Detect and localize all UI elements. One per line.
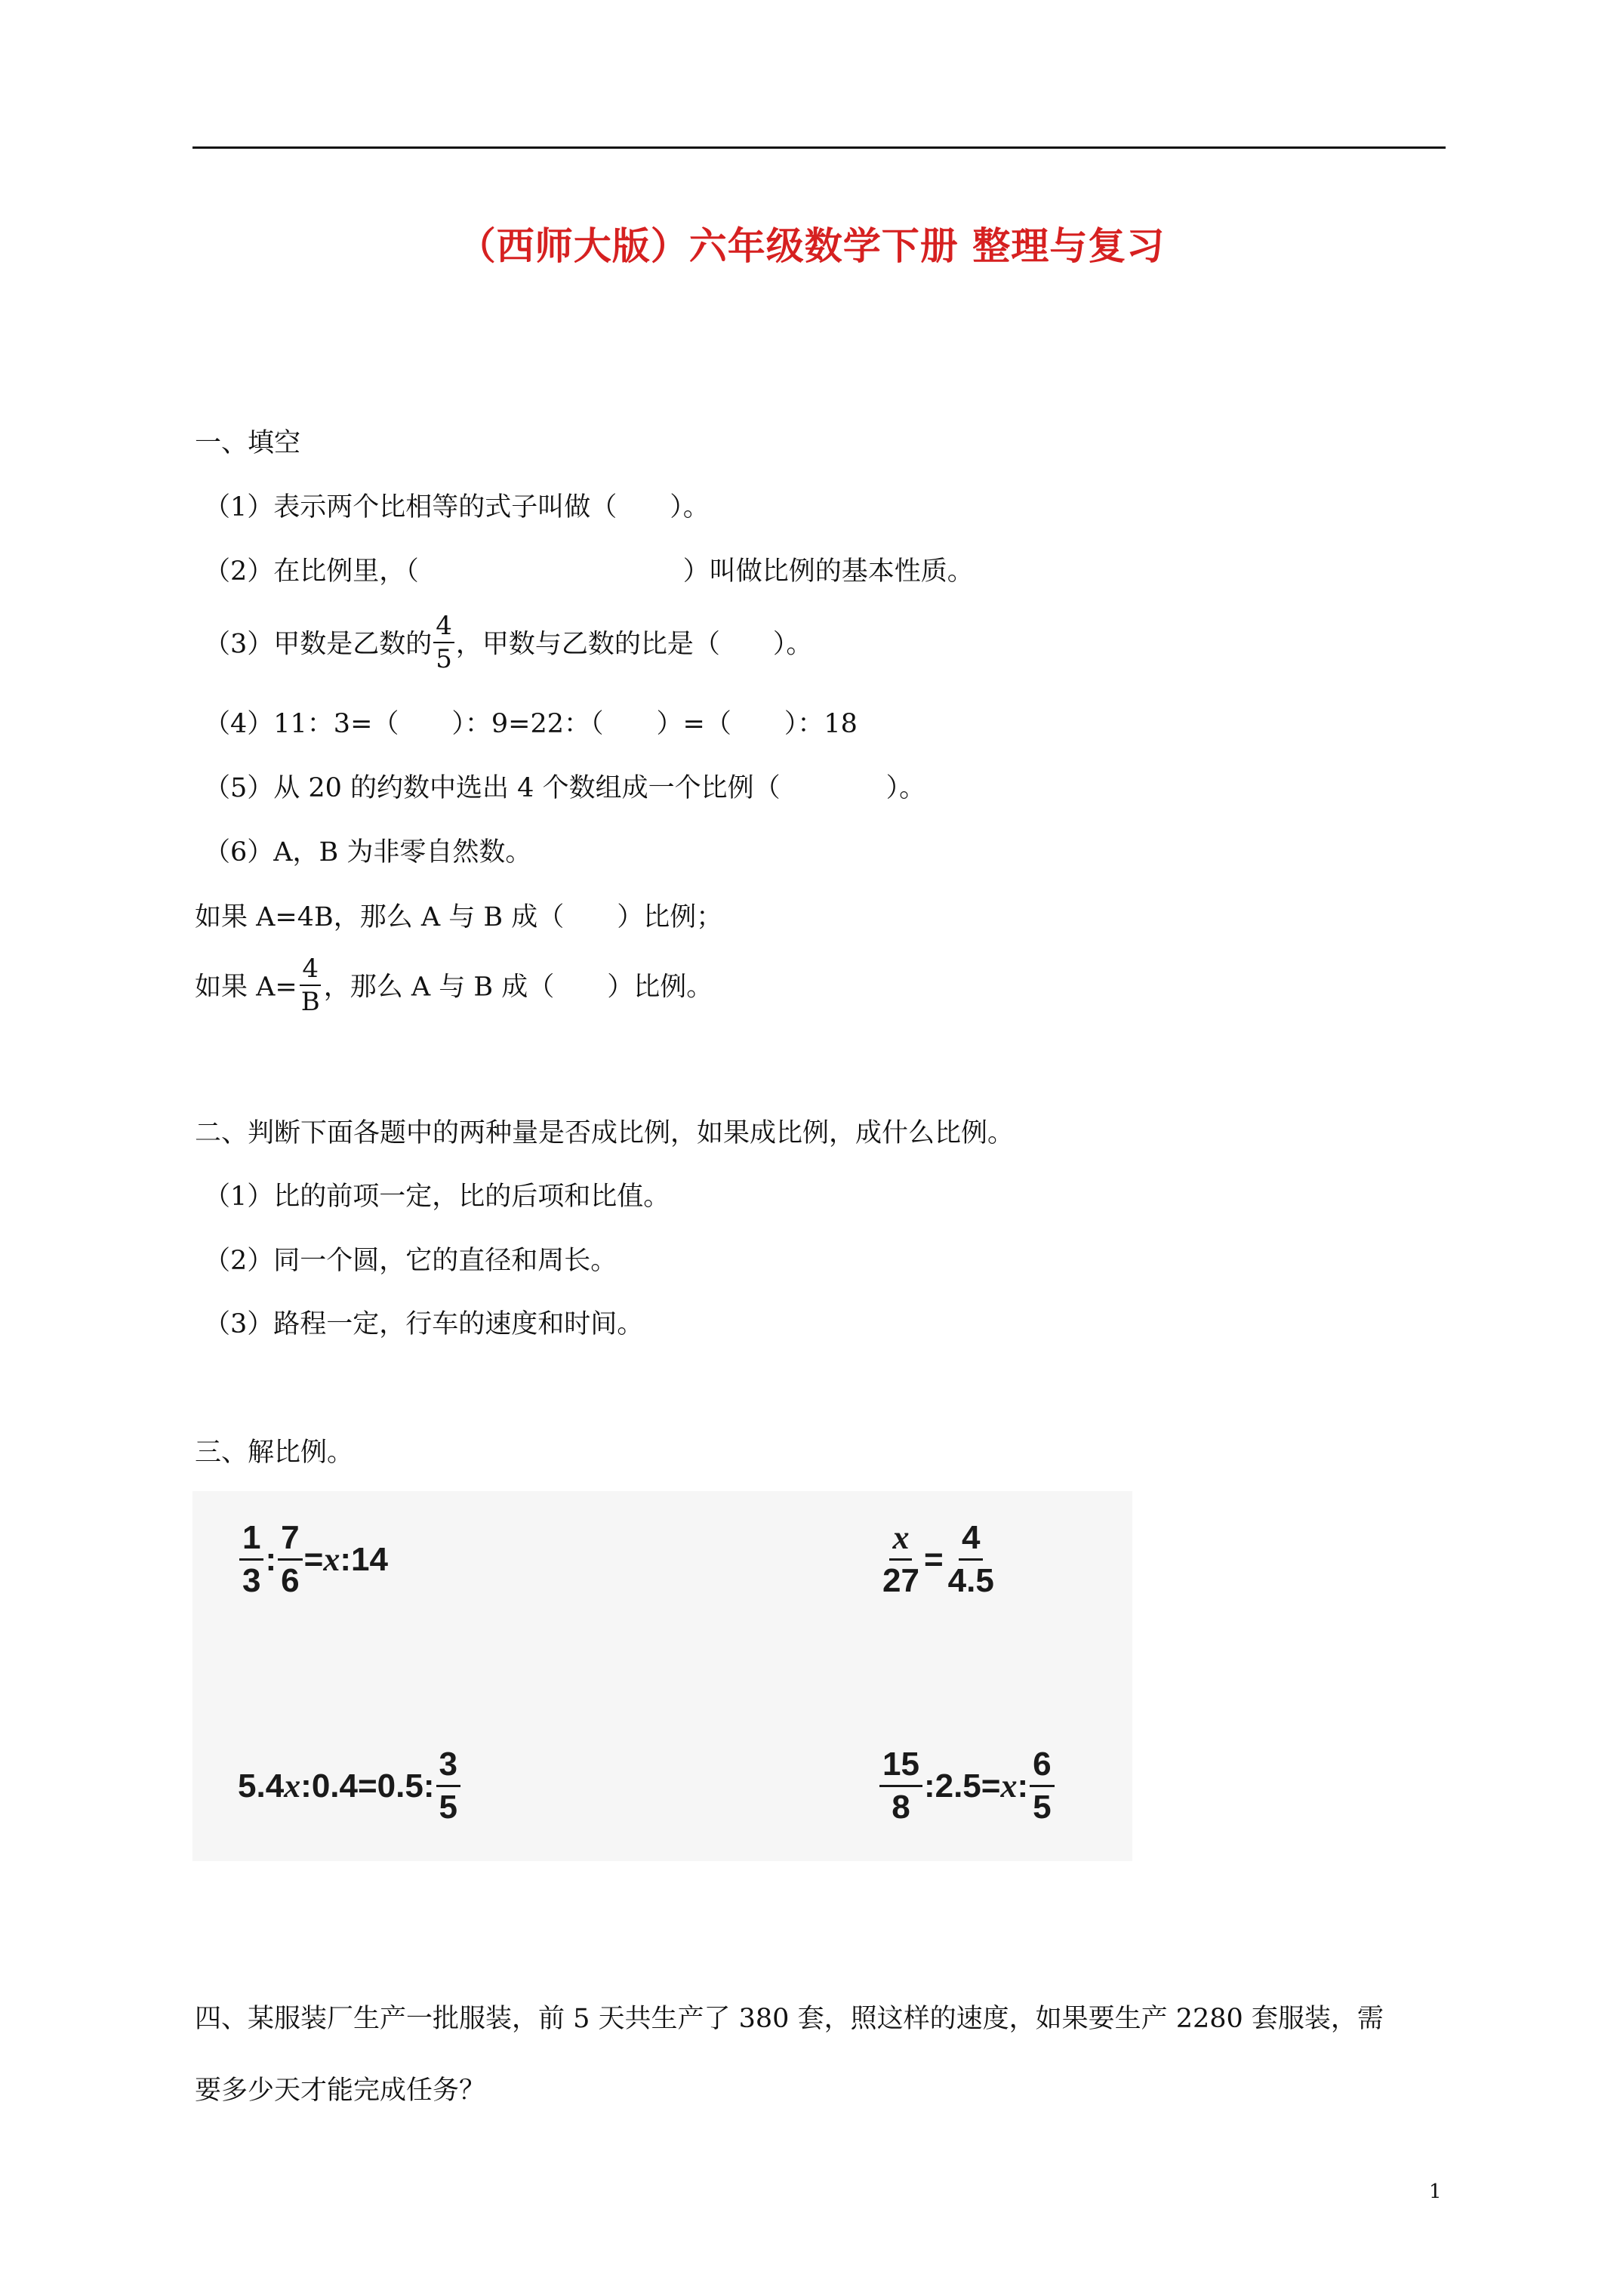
section-1-heading: 一、填空 — [195, 428, 301, 458]
equation-2 — [878, 1521, 999, 1598]
eq2-variable: x — [889, 1521, 912, 1561]
eq4-f1-numerator: 15 — [879, 1748, 922, 1787]
equations-image — [192, 1491, 1132, 1861]
eq3-denominator: 5 — [439, 1789, 457, 1826]
eq3-variable: x — [284, 1767, 301, 1804]
eq4-variable: x — [1000, 1767, 1018, 1804]
eq4-f2-numerator: 6 — [1030, 1748, 1054, 1787]
eq1-f1-denominator: 3 — [242, 1562, 261, 1599]
eq1-variable: x — [323, 1541, 340, 1578]
eq3-fraction — [436, 1748, 460, 1824]
eq4-fraction-1 — [879, 1748, 922, 1824]
s1-question-2: （2）在比例里，（ ）叫做比例的基本性质。 — [204, 556, 974, 587]
eq2-fraction-1 — [879, 1521, 922, 1598]
eq3-middle: :0.4=0.5: — [300, 1767, 435, 1804]
s2-question-1: （1）比的前项一定，比的后项和比值。 — [204, 1182, 670, 1212]
section-2-heading: 二、判断下面各题中的两种量是否成比例，如果成比例，成什么比例。 — [195, 1118, 1015, 1148]
s1-question-6b — [195, 954, 713, 1018]
q6b-numerator: 4 — [300, 956, 321, 986]
section-4-line-1: 四、某服装厂生产一批服装，前 5 天共生产了 380 套，照这样的速度，如果要生产 2280 套服装，需 — [195, 2004, 1384, 2034]
q3-text-before: （3）甲数是乙数的 — [204, 629, 433, 660]
eq1-colon: : — [265, 1540, 277, 1578]
page-number: 1 — [1429, 2180, 1442, 2203]
q3-denominator: 5 — [436, 644, 452, 674]
q6b-text-after: ，那么 A 与 B 成（ ）比例。 — [323, 972, 713, 1003]
s2-question-3: （3）路程一定，行车的速度和时间。 — [204, 1309, 644, 1339]
eq4-colon: : — [1017, 1767, 1029, 1804]
q3-text-after: ，甲数与乙数的比是（ ）。 — [455, 629, 813, 660]
s1-question-4: （4）11：3=（ ）：9=22：（ ）=（ ）：18 — [204, 709, 858, 739]
equation-3 — [238, 1748, 462, 1824]
s2-question-2: （2）同一个圆，它的直径和周长。 — [204, 1246, 617, 1276]
eq1-f1-numerator: 1 — [239, 1521, 263, 1561]
eq1-fraction-1 — [239, 1521, 263, 1598]
q3-fraction — [433, 613, 454, 672]
eq1-equals: = — [303, 1540, 324, 1578]
section-3-heading: 三、解比例。 — [195, 1438, 354, 1468]
page-title: （西师大版）六年级数学下册 整理与复习 — [457, 223, 1166, 268]
eq4-f2-denominator: 5 — [1033, 1789, 1052, 1826]
equation-1 — [238, 1521, 388, 1598]
eq2-f2-denominator: 4.5 — [947, 1562, 994, 1599]
eq1-f2-denominator: 6 — [281, 1562, 300, 1599]
s1-question-6a: 如果 A=4B，那么 A 与 B 成（ ）比例； — [195, 902, 723, 932]
header-rule — [192, 146, 1446, 149]
q6b-denominator: B — [300, 987, 320, 1017]
eq3-lead: 5.4 — [238, 1767, 285, 1804]
s1-question-1: （1）表示两个比相等的式子叫做（ ）。 — [204, 492, 710, 522]
eq2-f2-numerator: 4 — [959, 1521, 983, 1561]
q3-numerator: 4 — [433, 613, 454, 643]
eq1-tail: :14 — [340, 1540, 388, 1578]
eq2-equals: = — [923, 1540, 944, 1578]
eq4-fraction-2 — [1030, 1748, 1054, 1824]
eq3-numerator: 3 — [436, 1748, 460, 1787]
equation-4 — [878, 1748, 1056, 1824]
eq1-f2-numerator: 7 — [278, 1521, 302, 1561]
s1-question-3 — [204, 611, 813, 675]
q6b-fraction — [299, 956, 322, 1015]
s1-question-5: （5）从 20 的约数中选出 4 个数组成一个比例（ ）。 — [204, 773, 926, 803]
eq4-middle: :2.5= — [923, 1767, 1001, 1804]
eq4-f1-denominator: 8 — [892, 1789, 910, 1826]
eq1-fraction-2 — [278, 1521, 302, 1598]
eq2-fraction-2 — [945, 1521, 997, 1598]
eq2-f1-denominator: 27 — [882, 1562, 919, 1599]
section-4-line-2: 要多少天才能完成任务？ — [195, 2076, 486, 2106]
q6b-text-before: 如果 A= — [195, 972, 297, 1003]
s1-question-6: （6）A，B 为非零自然数。 — [204, 837, 532, 868]
